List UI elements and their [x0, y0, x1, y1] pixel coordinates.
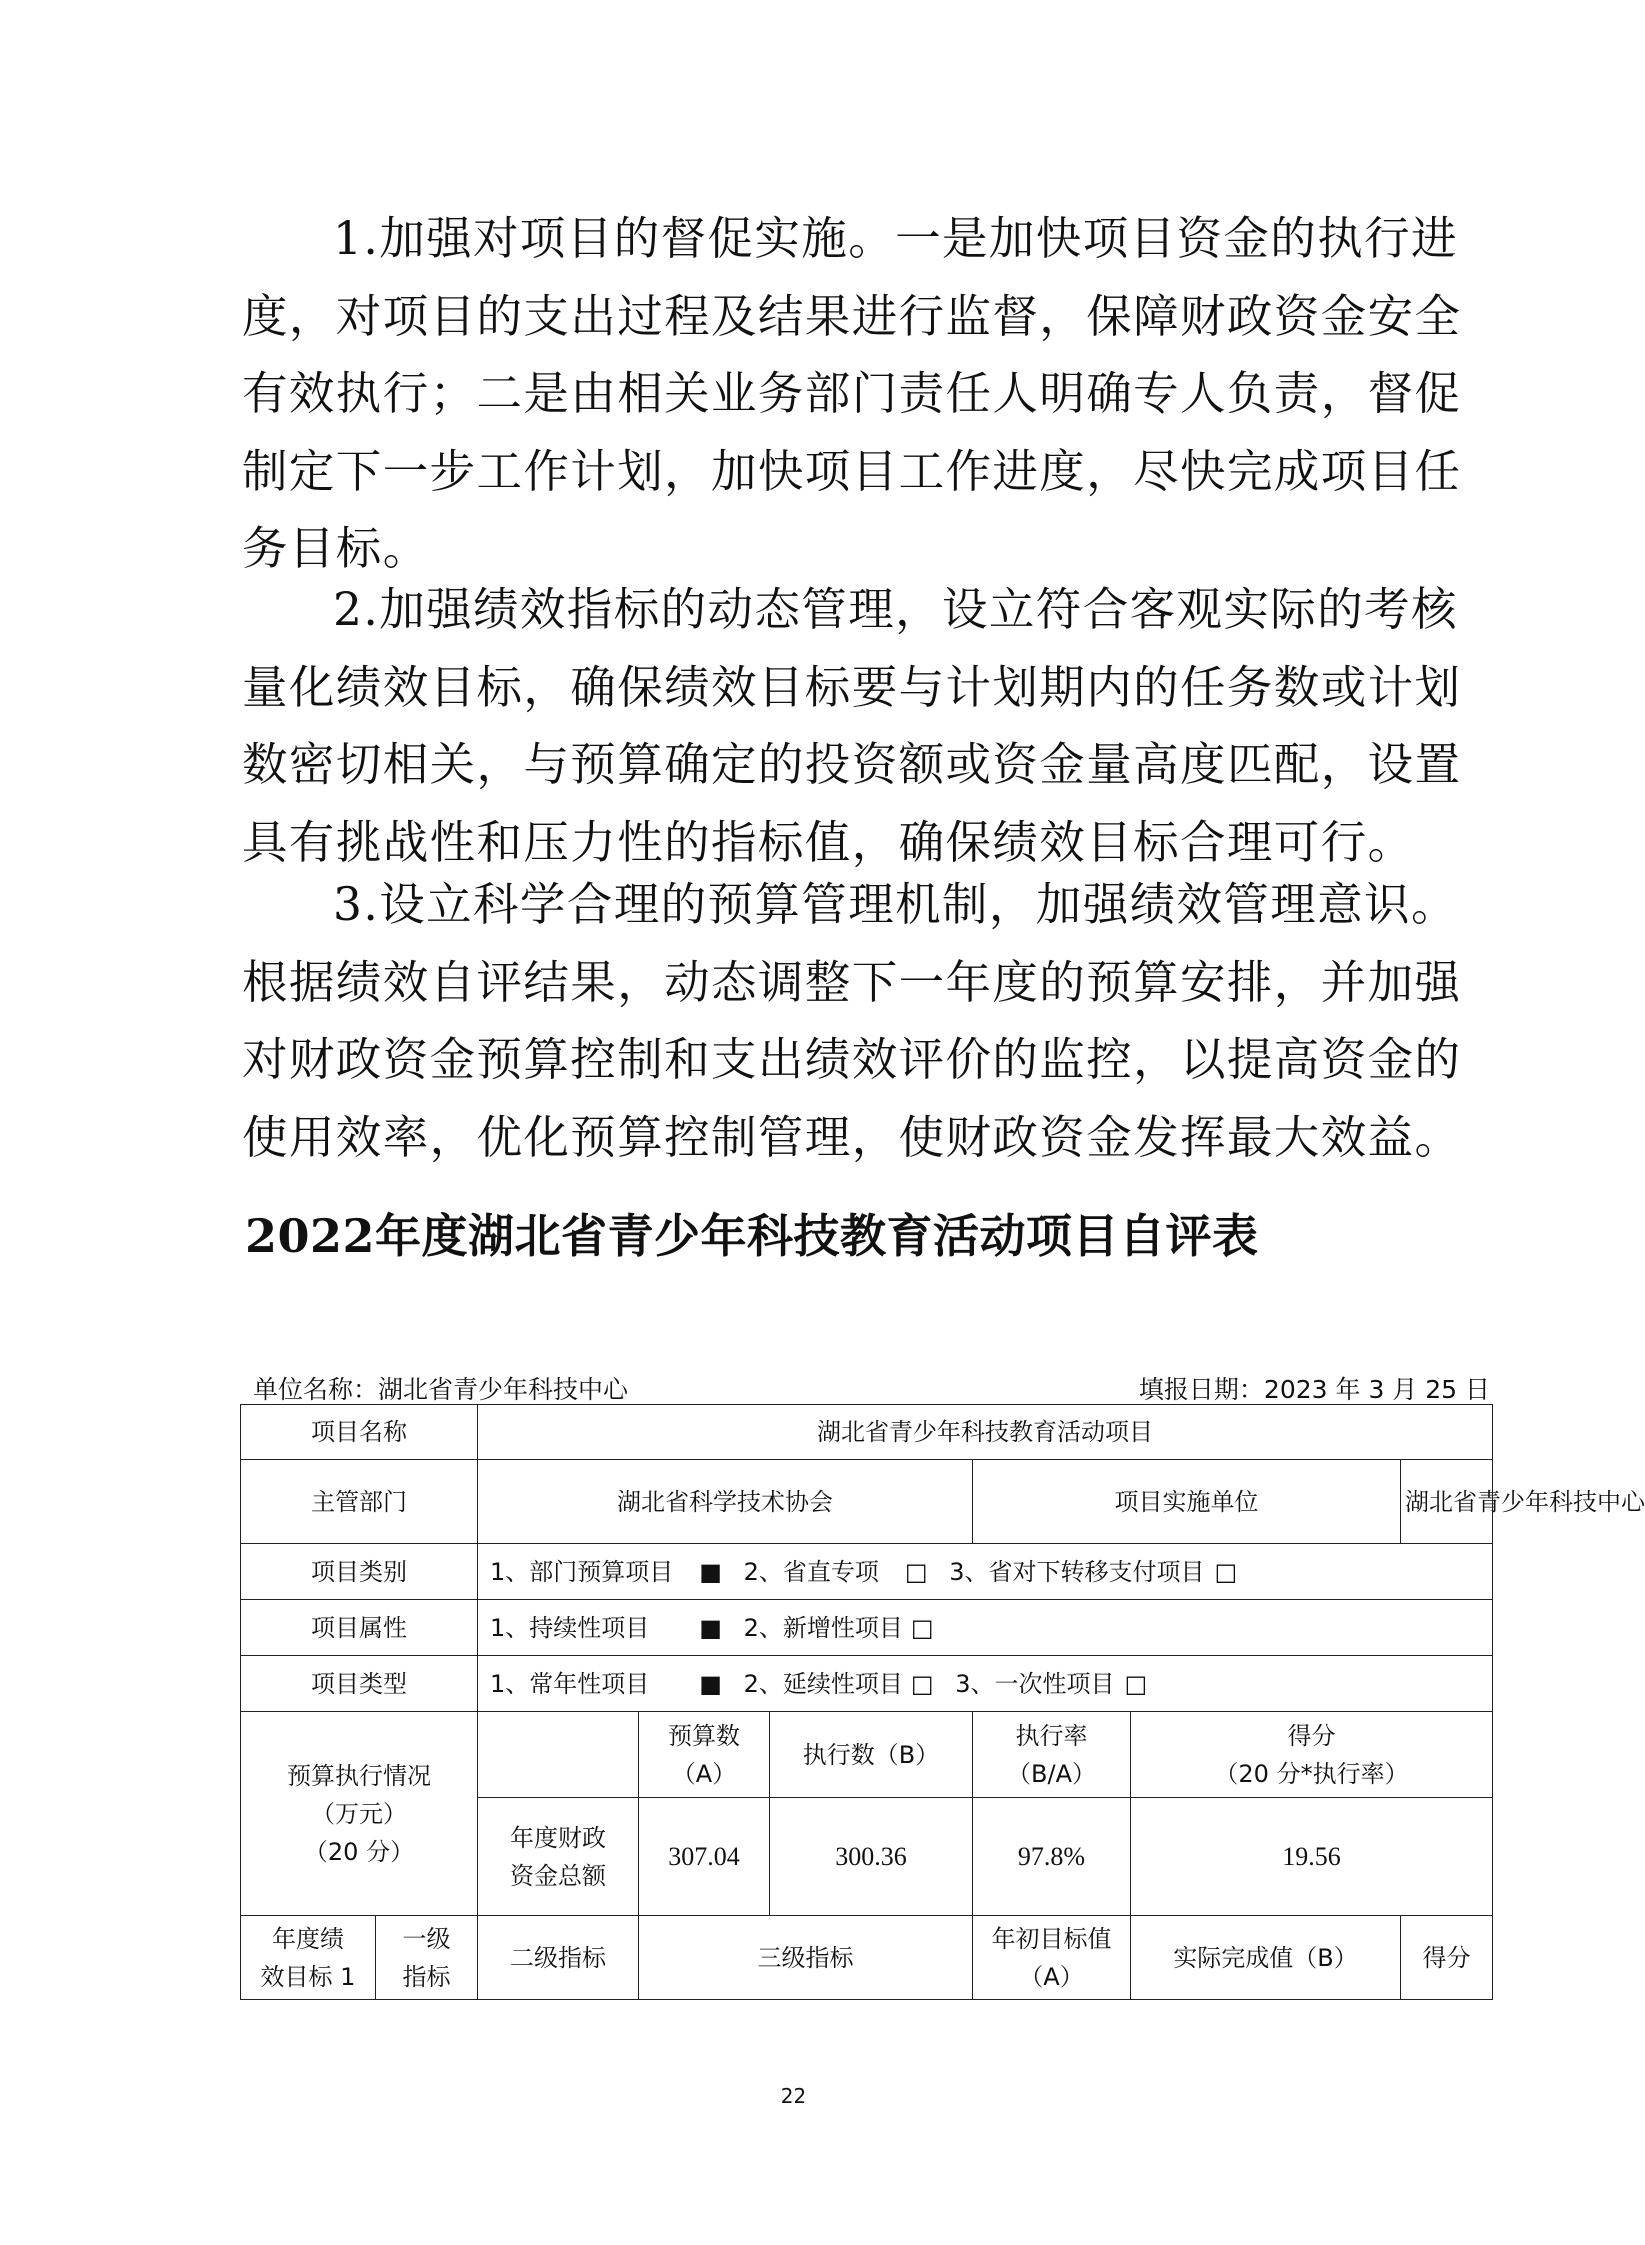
paragraph-2	[242, 571, 1462, 881]
fiscal-total-label: 年度财政 资金总额	[478, 1798, 639, 1916]
option-item: 1、持续性项目 ■	[490, 1609, 722, 1647]
level2-header: 二级指标	[478, 1916, 639, 2000]
impl-label: 项目实施单位	[973, 1460, 1401, 1544]
option-item: 2、省直专项 □	[744, 1553, 928, 1591]
checkbox-icon: ■	[699, 1669, 722, 1698]
paragraph-line: 对财政资金预算控制和支出绩效评价的监控，以提高资金的	[242, 1033, 1462, 1086]
fill-date: 填报日期：2023 年 3 月 25 日	[1138, 1375, 1490, 1404]
option-item: 1、部门预算项目 ■	[490, 1553, 722, 1591]
self-evaluation-table	[240, 1404, 1645, 2000]
impl-value: 湖北省青少年科技中心	[1401, 1460, 1493, 1544]
score-value: 19.56	[1131, 1798, 1493, 1916]
attribute-options	[478, 1600, 1493, 1656]
paragraph-3	[242, 866, 1462, 1176]
checkbox-icon: ■	[699, 1613, 722, 1642]
category-label: 项目类别	[241, 1544, 478, 1600]
category-options	[478, 1544, 1493, 1600]
paragraph-line: 务目标。	[242, 522, 430, 575]
budget-blank-header	[478, 1712, 639, 1798]
rate-value: 97.8%	[973, 1798, 1131, 1916]
dept-label: 主管部门	[241, 1460, 478, 1544]
table-row	[241, 1600, 1493, 1656]
dept-value: 湖北省科学技术协会	[478, 1460, 973, 1544]
table-row	[241, 1712, 1493, 1798]
project-name-value: 湖北省青少年科技教育活动项目	[478, 1405, 1493, 1460]
exec-value: 300.36	[770, 1798, 973, 1916]
paragraph-line: 2.加强绩效指标的动态管理，设立符合客观实际的考核	[333, 583, 1458, 636]
checkbox-icon: □	[910, 1669, 934, 1698]
type-options	[478, 1656, 1493, 1712]
option-item: 2、新增性项目 □	[744, 1609, 934, 1647]
checkbox-icon: □	[1214, 1557, 1238, 1586]
table-row	[241, 1544, 1493, 1600]
table-row	[241, 1460, 1493, 1544]
paragraph-line: 度，对项目的支出过程及结果进行监督，保障财政资金安全	[242, 289, 1462, 343]
target-header: 年初目标值 （A）	[973, 1916, 1131, 2000]
option-item: 2、延续性项目 □	[744, 1665, 934, 1703]
option-item: 3、省对下转移支付项目 □	[949, 1553, 1237, 1591]
score-header: 得分 （20 分*执行率）	[1131, 1712, 1493, 1798]
paragraph-line: 根据绩效自评结果，动态调整下一年度的预算安排，并加强	[242, 955, 1462, 1009]
perf-goal-header: 年度绩 效目标 1	[241, 1916, 376, 2000]
paragraph-line: 有效执行；二是由相关业务部门责任人明确专人负责，督促	[242, 367, 1462, 420]
paragraph-line: 具有挑战性和压力性的指标值，确保绩效目标合理可行。	[242, 815, 1415, 869]
checkbox-icon: □	[910, 1613, 934, 1642]
level3-header: 三级指标	[639, 1916, 973, 2000]
paragraph-line: 量化绩效目标，确保绩效目标要与计划期内的任务数或计划	[242, 660, 1462, 714]
paragraph-line: 数密切相关，与预算确定的投资额或资金量高度匹配，设置	[242, 738, 1462, 791]
exec-header: 执行数（B）	[770, 1712, 973, 1798]
project-name-label: 项目名称	[241, 1405, 478, 1460]
paragraph-line: 3.设立科学合理的预算管理机制，加强绩效管理意识。	[333, 878, 1458, 931]
rate-header: 执行率 （B/A）	[973, 1712, 1131, 1798]
type-label: 项目类型	[241, 1656, 478, 1712]
attribute-label: 项目属性	[241, 1600, 478, 1656]
budget-header: 预算数 （A）	[639, 1712, 770, 1798]
table-row	[241, 1656, 1493, 1712]
document-title: 2022年度湖北省青少年科技教育活动项目自评表	[245, 1209, 1259, 1263]
score-col-header: 得分	[1401, 1916, 1493, 2000]
table-row	[241, 1405, 1493, 1460]
page-number: 22	[780, 2084, 807, 2108]
option-item: 1、常年性项目 ■	[490, 1665, 722, 1703]
table-row	[241, 1916, 1493, 2000]
budget-label: 预算执行情况 （万元） （20 分）	[241, 1712, 478, 1916]
checkbox-icon: ■	[699, 1557, 722, 1586]
option-item: 3、一次性项目 □	[955, 1665, 1147, 1703]
paragraph-line: 使用效率，优化预算控制管理，使财政资金发挥最大效益。	[242, 1110, 1462, 1164]
paragraph-line: 制定下一步工作计划，加快项目工作进度，尽快完成项目任	[242, 444, 1462, 498]
budget-value: 307.04	[639, 1798, 770, 1916]
checkbox-icon: □	[1124, 1669, 1148, 1698]
paragraph-line: 1.加强对项目的督促实施。一是加快项目资金的执行进	[333, 212, 1458, 265]
actual-header: 实际完成值（B）	[1131, 1916, 1401, 2000]
paragraph-1	[242, 200, 1462, 588]
checkbox-icon: □	[904, 1557, 928, 1586]
unit-name: 单位名称：湖北省青少年科技中心	[253, 1375, 629, 1404]
level1-header: 一级 指标	[376, 1916, 478, 2000]
